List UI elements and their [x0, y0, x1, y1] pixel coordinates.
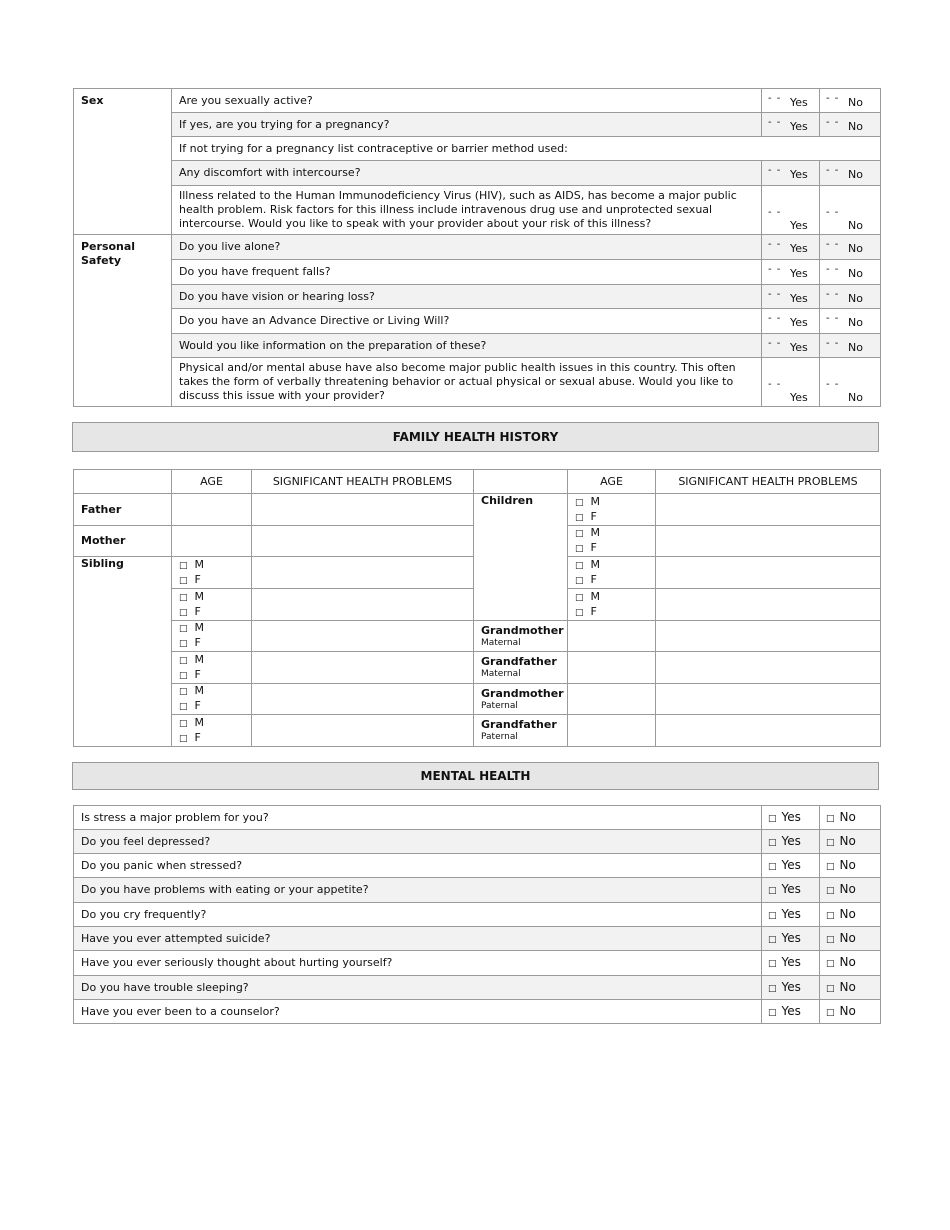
checkbox-icon[interactable]: - - — [768, 116, 782, 128]
checkbox-icon[interactable]: - - — [768, 165, 782, 176]
checkbox-icon[interactable]: □ — [768, 1007, 777, 1018]
no-option[interactable]: - - No — [820, 89, 881, 113]
age-column-header: AGE — [568, 470, 656, 494]
no-option[interactable]: - - No — [820, 113, 881, 137]
question: Physical and/or mental abuse have also become major public health issues in this country. This often takes the form of verbally threatening behavior or actual physical or sexual abuse. Would you like to discuss this issue with your provider? — [172, 358, 762, 407]
sibling-label: Sibling — [74, 557, 172, 747]
sibling-gender-cell[interactable]: □ M □ F — [172, 715, 252, 747]
grandmother-paternal-age-cell[interactable] — [568, 684, 656, 715]
checkbox-icon[interactable]: □ — [575, 575, 584, 586]
father-problems-cell[interactable] — [252, 494, 474, 526]
checkbox-icon[interactable]: - - — [768, 379, 782, 390]
sibling-problems-cell[interactable] — [252, 557, 474, 589]
yes-option[interactable]: - - Yes — [762, 334, 820, 358]
checkbox-icon[interactable]: □ — [768, 813, 777, 824]
checkbox-icon[interactable]: □ — [826, 910, 835, 921]
mother-label: Mother — [74, 526, 172, 557]
checkbox-icon[interactable]: □ — [575, 529, 584, 539]
grandfather-maternal-age-cell[interactable] — [568, 652, 656, 684]
checkbox-icon[interactable]: - - — [826, 92, 840, 104]
sibling-problems-cell[interactable] — [252, 621, 474, 652]
checkbox-icon[interactable]: □ — [179, 607, 188, 618]
no-option[interactable]: - - No — [820, 186, 881, 235]
yes-option[interactable]: □ Yes — [762, 878, 820, 903]
checkbox-icon[interactable]: □ — [179, 687, 188, 697]
no-option[interactable]: - - No — [820, 334, 881, 358]
no-option[interactable]: - - No — [820, 358, 881, 407]
checkbox-icon[interactable]: - - — [768, 239, 782, 250]
checkbox-icon[interactable]: □ — [179, 655, 188, 666]
checkbox-icon[interactable]: - - — [768, 207, 782, 218]
checkbox-icon[interactable]: - - — [768, 92, 782, 104]
checkbox-icon[interactable]: □ — [575, 560, 584, 571]
checkbox-icon[interactable]: □ — [179, 592, 188, 603]
question: If yes, are you trying for a pregnancy? — [172, 113, 762, 137]
no-option[interactable]: - - No — [820, 309, 881, 334]
grandmother-maternal-label: Grandmother Maternal — [474, 621, 568, 652]
question[interactable]: If not trying for a pregnancy list contraceptive or barrier method used: — [172, 137, 881, 161]
question: Have you ever seriously thought about hurting yourself? — [74, 951, 762, 976]
yes-option[interactable]: - - Yes — [762, 260, 820, 285]
checkbox-icon[interactable]: □ — [768, 861, 777, 872]
child-gender-cell[interactable]: □ M □ F — [568, 494, 656, 526]
mental-health-header: MENTAL HEALTH — [72, 762, 879, 790]
yes-option[interactable]: □ Yes — [762, 1000, 820, 1024]
sibling-gender-cell[interactable]: □ M □ F — [172, 589, 252, 621]
checkbox-icon[interactable]: □ — [768, 934, 777, 945]
checkbox-icon[interactable]: - - — [826, 288, 840, 300]
question: Do you live alone? — [172, 235, 762, 260]
question: Do you have trouble sleeping? — [74, 976, 762, 1000]
grandmother-maternal-problems-cell[interactable] — [656, 621, 881, 652]
sibling-problems-cell[interactable] — [252, 715, 474, 747]
no-option[interactable]: □ No — [820, 976, 881, 1000]
checkbox-icon[interactable]: □ — [575, 544, 584, 554]
question: Do you have an Advance Directive or Living Will? — [172, 309, 762, 334]
question: Would you like information on the preparation of these? — [172, 334, 762, 358]
checkbox-icon[interactable]: □ — [179, 702, 188, 712]
yes-option[interactable]: - - Yes — [762, 285, 820, 309]
checkbox-icon[interactable]: □ — [575, 512, 584, 523]
child-gender-cell[interactable]: □ M □ F — [568, 526, 656, 557]
sibling-problems-cell[interactable] — [252, 684, 474, 715]
no-option[interactable]: - - No — [820, 260, 881, 285]
checkbox-icon[interactable]: □ — [179, 670, 188, 681]
checkbox-icon[interactable]: - - — [826, 239, 840, 250]
checkbox-icon[interactable]: □ — [826, 837, 835, 848]
checkbox-icon[interactable]: - - — [826, 337, 840, 349]
checkbox-icon[interactable]: □ — [826, 983, 835, 994]
question: Do you have problems with eating or your appetite? — [74, 878, 762, 903]
checkbox-icon[interactable]: □ — [768, 910, 777, 921]
checkbox-icon[interactable]: □ — [826, 959, 835, 969]
checkbox-icon[interactable]: - - — [768, 288, 782, 300]
yes-option[interactable]: □ Yes — [762, 830, 820, 854]
grandfather-maternal-label: Grandfather Maternal — [474, 652, 568, 684]
checkbox-icon[interactable]: - - — [826, 116, 840, 128]
grandfather-paternal-label: Grandfather Paternal — [474, 715, 568, 747]
yes-option[interactable]: □ Yes — [762, 806, 820, 830]
no-option[interactable]: □ No — [820, 830, 881, 854]
father-label: Father — [74, 494, 172, 526]
checkbox-icon[interactable]: □ — [768, 959, 777, 969]
yes-option[interactable]: □ Yes — [762, 976, 820, 1000]
no-option[interactable]: □ No — [820, 806, 881, 830]
child-gender-cell[interactable]: □ M □ F — [568, 557, 656, 589]
family-history-header: FAMILY HEALTH HISTORY — [72, 422, 879, 452]
grandmother-paternal-problems-cell[interactable] — [656, 684, 881, 715]
checkbox-icon[interactable]: □ — [768, 886, 777, 896]
no-option[interactable]: - - No — [820, 285, 881, 309]
child-problems-cell[interactable] — [656, 494, 881, 526]
checkbox-icon[interactable]: □ — [575, 607, 584, 618]
no-option[interactable]: □ No — [820, 927, 881, 951]
sibling-gender-cell[interactable]: □ M □ F — [172, 557, 252, 589]
checkbox-icon[interactable]: □ — [575, 592, 584, 603]
problems-column-header: SIGNIFICANT HEALTH PROBLEMS — [252, 470, 474, 494]
no-option[interactable]: □ No — [820, 878, 881, 903]
grandfather-paternal-age-cell[interactable] — [568, 715, 656, 747]
question: Is stress a major problem for you? — [74, 806, 762, 830]
sibling-problems-cell[interactable] — [252, 589, 474, 621]
child-problems-cell[interactable] — [656, 589, 881, 621]
yes-option[interactable]: - - Yes — [762, 358, 820, 407]
sibling-gender-cell[interactable]: □ M □ F — [172, 621, 252, 652]
question: Do you cry frequently? — [74, 903, 762, 927]
checkbox-icon[interactable]: - - — [826, 379, 840, 390]
yes-option[interactable]: □ Yes — [762, 854, 820, 878]
checkbox-icon[interactable]: □ — [575, 497, 584, 508]
checkbox-icon[interactable]: □ — [179, 624, 188, 634]
checkbox-icon[interactable]: □ — [179, 575, 188, 586]
mental-health-table — [73, 805, 881, 1024]
question: Illness related to the Human Immunodeficiency Virus (HIV), such as AIDS, has become a major public health problem. Risk factors for this illness include intravenous drug use and unprotected sexual intercourse. Would you like to speak with your provider about your risk of this illness? — [172, 186, 762, 235]
yes-option[interactable]: - - Yes — [762, 235, 820, 260]
child-problems-cell[interactable] — [656, 557, 881, 589]
checkbox-icon[interactable]: □ — [179, 733, 188, 744]
checkbox-icon[interactable]: - - — [768, 264, 782, 275]
checkbox-icon[interactable]: □ — [179, 560, 188, 571]
child-gender-cell[interactable]: □ M □ F — [568, 589, 656, 621]
checkbox-icon[interactable]: □ — [768, 983, 777, 994]
family-history-table — [73, 469, 881, 747]
children-label: Children — [474, 494, 568, 621]
yes-option[interactable]: □ Yes — [762, 927, 820, 951]
personal-safety-section-label: Personal Safety — [74, 235, 172, 407]
checkbox-icon[interactable]: - - — [768, 313, 782, 324]
grandmother-maternal-age-cell[interactable] — [568, 621, 656, 652]
no-option[interactable]: □ No — [820, 903, 881, 927]
question: Have you ever been to a counselor? — [74, 1000, 762, 1024]
no-option[interactable]: - - No — [820, 235, 881, 260]
checkbox-icon[interactable]: - - — [826, 264, 840, 275]
yes-option[interactable]: □ Yes — [762, 951, 820, 976]
yes-option[interactable]: □ Yes — [762, 903, 820, 927]
grandfather-paternal-problems-cell[interactable] — [656, 715, 881, 747]
child-problems-cell[interactable] — [656, 526, 881, 557]
question: Any discomfort with intercourse? — [172, 161, 762, 186]
checkbox-icon[interactable]: - - — [826, 165, 840, 176]
father-age-cell[interactable] — [172, 494, 252, 526]
no-option[interactable]: □ No — [820, 854, 881, 878]
sex-safety-table — [73, 88, 881, 407]
question: Do you panic when stressed? — [74, 854, 762, 878]
grandfather-maternal-problems-cell[interactable] — [656, 652, 881, 684]
yes-option[interactable]: - - Yes — [762, 161, 820, 186]
yes-option[interactable]: - - Yes — [762, 309, 820, 334]
yes-option[interactable]: - - Yes — [762, 89, 820, 113]
question: Do you have vision or hearing loss? — [172, 285, 762, 309]
mother-problems-cell[interactable] — [252, 526, 474, 557]
problems-column-header: SIGNIFICANT HEALTH PROBLEMS — [656, 470, 881, 494]
mother-age-cell[interactable] — [172, 526, 252, 557]
yes-option[interactable]: - - Yes — [762, 113, 820, 137]
grandmother-paternal-label: Grandmother Paternal — [474, 684, 568, 715]
checkbox-icon[interactable]: □ — [768, 837, 777, 848]
checkbox-icon[interactable]: □ — [179, 718, 188, 729]
age-column-header: AGE — [172, 470, 252, 494]
sibling-gender-cell[interactable]: □ M □ F — [172, 652, 252, 684]
checkbox-icon[interactable]: - - — [826, 207, 840, 218]
no-option[interactable]: - - No — [820, 161, 881, 186]
checkbox-icon[interactable]: □ — [826, 1007, 835, 1018]
question: Have you ever attempted suicide? — [74, 927, 762, 951]
question: Do you feel depressed? — [74, 830, 762, 854]
sibling-problems-cell[interactable] — [252, 652, 474, 684]
checkbox-icon[interactable]: □ — [826, 861, 835, 872]
sibling-gender-cell[interactable]: □ M □ F — [172, 684, 252, 715]
checkbox-icon[interactable]: - - — [768, 337, 782, 349]
yes-option[interactable]: - - Yes — [762, 186, 820, 235]
sex-section-label: Sex — [74, 89, 172, 235]
checkbox-icon[interactable]: - - — [826, 313, 840, 324]
no-option[interactable]: □ No — [820, 1000, 881, 1024]
checkbox-icon[interactable]: □ — [826, 813, 835, 824]
no-option[interactable]: □ No — [820, 951, 881, 976]
checkbox-icon[interactable]: □ — [826, 934, 835, 945]
question: Do you have frequent falls? — [172, 260, 762, 285]
checkbox-icon[interactable]: □ — [826, 886, 835, 896]
question: Are you sexually active? — [172, 89, 762, 113]
checkbox-icon[interactable]: □ — [179, 639, 188, 649]
